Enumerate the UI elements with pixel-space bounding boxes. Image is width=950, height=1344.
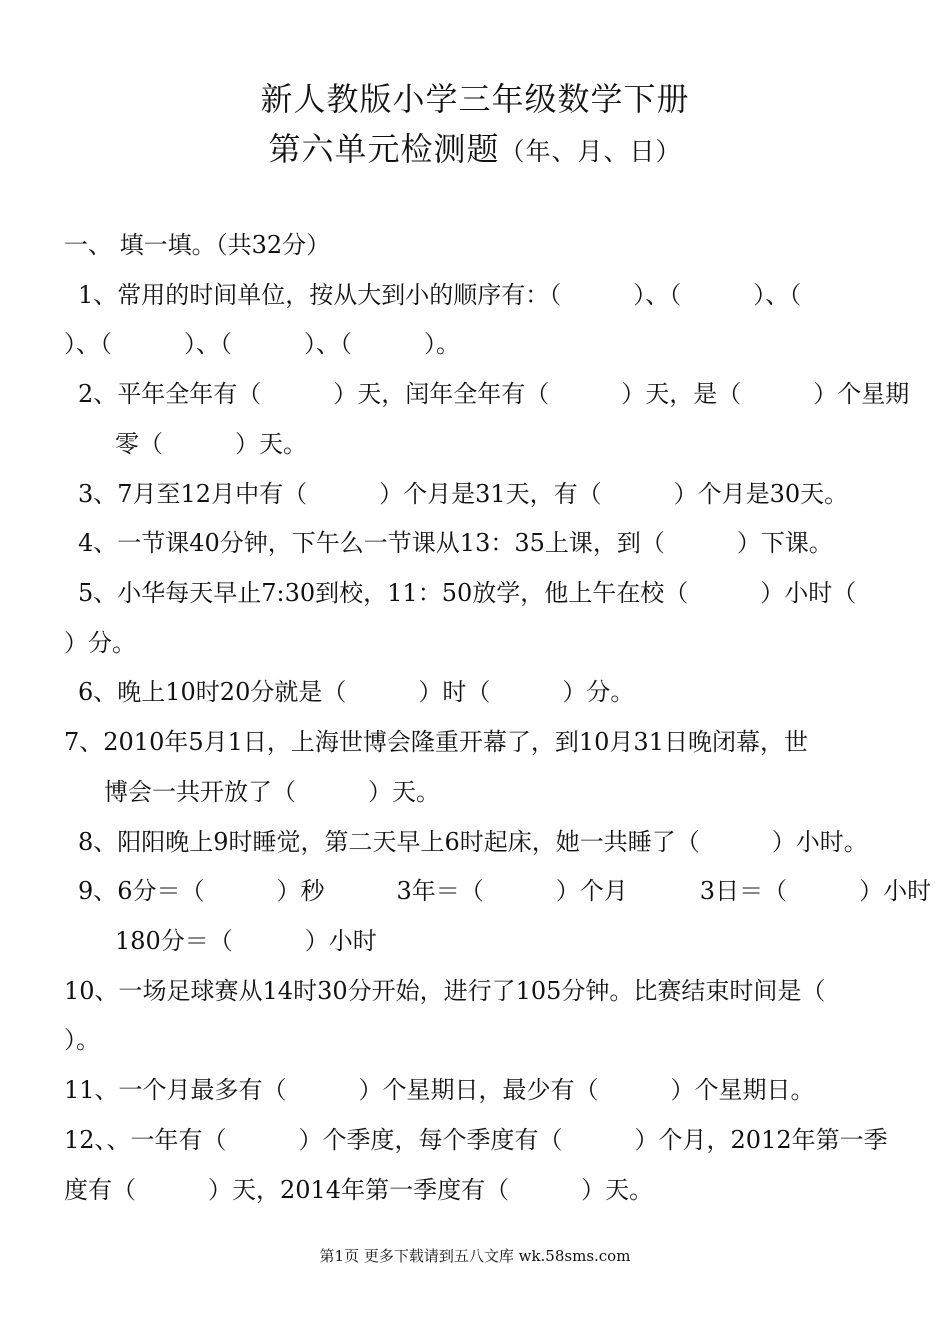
question-2-line-2: 零（ ）天。 bbox=[115, 430, 307, 458]
section-heading: 一、 填一填。（共32分） bbox=[64, 231, 331, 259]
question-3: 3、7月至12月中有（ ）个月是31天，有（ ）个月是30天。 bbox=[78, 480, 849, 508]
question-9-line-1: 9、6分＝（ ）秒 3年＝（ ）个月 3日＝（ ）小时 bbox=[78, 877, 932, 905]
question-7-line-2: 博会一共开放了（ ）天。 bbox=[104, 778, 440, 806]
question-2-line-1: 2、平年全年有（ ）天，闰年全年有（ ）天，是（ ）个星期 bbox=[78, 380, 910, 408]
question-9-line-2: 180分＝（ ）小时 bbox=[115, 927, 377, 955]
document-title: 新人教版小学三年级数学下册 bbox=[260, 80, 690, 118]
question-11: 11、一个月最多有（ ）个星期日，最少有（ ）个星期日。 bbox=[64, 1076, 815, 1104]
question-4: 4、一节课40分钟，下午么一节课从13：35上课，到（ ）下课。 bbox=[78, 529, 833, 557]
question-8: 8、阳阳晚上9时睡觉，第二天早上6时起床，她一共睡了（ ）小时。 bbox=[78, 828, 868, 856]
page-footer: 第1页 更多下载请到五八文库 wk.58sms.com bbox=[319, 1247, 631, 1265]
document-subtitle bbox=[0, 124, 950, 170]
subtitle-main: 第六单元检测题 bbox=[268, 130, 500, 168]
subtitle-topic: （年、月、日） bbox=[499, 137, 682, 166]
question-12-line-1: 12、、一年有（ ）个季度，每个季度有（ ）个月，2012年第一季 bbox=[64, 1126, 888, 1154]
question-1-line-2: ）、（ ）、（ ）、（ ）。 bbox=[64, 330, 460, 358]
question-10-line-1: 10、一场足球赛从14时30分开始，进行了105分钟。比赛结束时间是（ bbox=[64, 977, 826, 1005]
question-10-line-2: ）。 bbox=[64, 1026, 100, 1054]
question-5-line-1: 5、小华每天早止7:30到校，11：50放学，他上午在校（ ）小时（ bbox=[78, 579, 857, 607]
question-5-line-2: ）分。 bbox=[64, 629, 136, 657]
question-1-line-1: 1、常用的时间单位，按从大到小的顺序有：（ ）、（ ）、（ bbox=[78, 281, 802, 309]
question-12-line-2: 度有（ ）天，2014年第一季度有（ ）天。 bbox=[64, 1176, 654, 1204]
question-6: 6、晚上10时20分就是（ ）时（ ）分。 bbox=[78, 678, 635, 706]
question-7-line-1: 7、2010年5月1日，上海世博会隆重开幕了，到10月31日晚闭幕，世 bbox=[64, 728, 808, 756]
